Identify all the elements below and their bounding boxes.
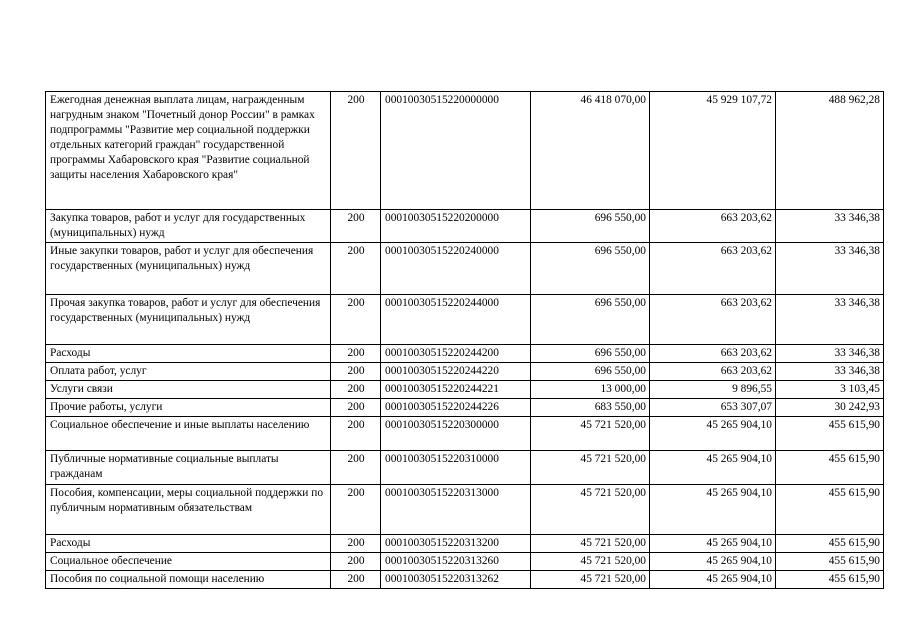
row-name-cell: Иные закупки товаров, работ и услуг для обеспечения государственных (муниципальных) нужд	[46, 243, 331, 295]
row-approved-cell: 45 721 520,00	[531, 535, 650, 553]
row-executed-cell: 45 265 904,10	[650, 571, 776, 589]
row-line-code-cell: 200	[331, 92, 381, 210]
row-remaining-cell: 455 615,90	[776, 451, 884, 485]
row-executed-cell: 45 265 904,10	[650, 417, 776, 451]
row-name-cell: Социальное обеспечение	[46, 553, 331, 571]
table-body	[46, 92, 884, 589]
row-approved-cell: 696 550,00	[531, 363, 650, 381]
table-row	[46, 399, 884, 417]
row-executed-cell: 663 203,62	[650, 363, 776, 381]
row-budget-code-cell: 00010030515220240000	[381, 243, 531, 295]
row-remaining-cell: 33 346,38	[776, 210, 884, 243]
table-row	[46, 485, 884, 535]
row-approved-cell: 45 721 520,00	[531, 485, 650, 535]
row-name-cell: Услуги связи	[46, 381, 331, 399]
row-budget-code-cell: 00010030515220244000	[381, 295, 531, 345]
row-line-code-cell: 200	[331, 381, 381, 399]
row-budget-code-cell: 00010030515220200000	[381, 210, 531, 243]
row-approved-cell: 45 721 520,00	[531, 451, 650, 485]
row-executed-cell: 45 929 107,72	[650, 92, 776, 210]
row-budget-code-cell: 00010030515220313260	[381, 553, 531, 571]
row-approved-cell: 696 550,00	[531, 210, 650, 243]
row-line-code-cell: 200	[331, 210, 381, 243]
row-remaining-cell: 3 103,45	[776, 381, 884, 399]
row-remaining-cell: 33 346,38	[776, 345, 884, 363]
row-budget-code-cell: 00010030515220313200	[381, 535, 531, 553]
row-name-cell: Публичные нормативные социальные выплаты гражданам	[46, 451, 331, 485]
row-line-code-cell: 200	[331, 345, 381, 363]
row-executed-cell: 663 203,62	[650, 345, 776, 363]
row-remaining-cell: 455 615,90	[776, 571, 884, 589]
row-approved-cell: 46 418 070,00	[531, 92, 650, 210]
row-budget-code-cell: 00010030515220244226	[381, 399, 531, 417]
row-budget-code-cell: 00010030515220300000	[381, 417, 531, 451]
row-line-code-cell: 200	[331, 535, 381, 553]
row-executed-cell: 663 203,62	[650, 295, 776, 345]
row-remaining-cell: 488 962,28	[776, 92, 884, 210]
row-executed-cell: 663 203,62	[650, 243, 776, 295]
row-line-code-cell: 200	[331, 417, 381, 451]
row-line-code-cell: 200	[331, 363, 381, 381]
table-row	[46, 553, 884, 571]
row-executed-cell: 45 265 904,10	[650, 451, 776, 485]
row-executed-cell: 45 265 904,10	[650, 553, 776, 571]
row-approved-cell: 696 550,00	[531, 243, 650, 295]
row-remaining-cell: 33 346,38	[776, 363, 884, 381]
row-executed-cell: 9 896,55	[650, 381, 776, 399]
row-approved-cell: 696 550,00	[531, 295, 650, 345]
row-approved-cell: 13 000,00	[531, 381, 650, 399]
row-line-code-cell: 200	[331, 485, 381, 535]
row-name-cell: Пособия по социальной помощи населению	[46, 571, 331, 589]
row-line-code-cell: 200	[331, 295, 381, 345]
row-remaining-cell: 33 346,38	[776, 243, 884, 295]
budget-execution-table	[45, 91, 884, 589]
row-remaining-cell: 30 242,93	[776, 399, 884, 417]
table-row	[46, 535, 884, 553]
row-remaining-cell: 455 615,90	[776, 485, 884, 535]
row-approved-cell: 683 550,00	[531, 399, 650, 417]
row-approved-cell: 45 721 520,00	[531, 553, 650, 571]
row-line-code-cell: 200	[331, 399, 381, 417]
row-executed-cell: 45 265 904,10	[650, 535, 776, 553]
row-budget-code-cell: 00010030515220000000	[381, 92, 531, 210]
row-name-cell: Социальное обеспечение и иные выплаты населению	[46, 417, 331, 451]
table-row	[46, 345, 884, 363]
table-row	[46, 417, 884, 451]
table-row	[46, 571, 884, 589]
row-name-cell: Пособия, компенсации, меры социальной поддержки по публичным нормативным обязательствам	[46, 485, 331, 535]
row-remaining-cell: 455 615,90	[776, 417, 884, 451]
row-line-code-cell: 200	[331, 553, 381, 571]
row-line-code-cell: 200	[331, 571, 381, 589]
row-name-cell: Закупка товаров, работ и услуг для государственных (муниципальных) нужд	[46, 210, 331, 243]
row-name-cell: Прочая закупка товаров, работ и услуг для обеспечения государственных (муниципальных) нужд	[46, 295, 331, 345]
table-row	[46, 92, 884, 210]
row-line-code-cell: 200	[331, 451, 381, 485]
table-row	[46, 451, 884, 485]
row-name-cell: Ежегодная денежная выплата лицам, награжденным нагрудным знаком "Почетный донор России" в рамках подпрограммы "Развитие мер социальной поддержки отдельных категорий граждан" государственной программы Хабаровского края "Развитие социальной защиты населения Хабаровского края"	[46, 92, 331, 210]
table-row	[46, 243, 884, 295]
row-line-code-cell: 200	[331, 243, 381, 295]
row-remaining-cell: 455 615,90	[776, 553, 884, 571]
table-row	[46, 295, 884, 345]
row-executed-cell: 45 265 904,10	[650, 485, 776, 535]
row-name-cell: Прочие работы, услуги	[46, 399, 331, 417]
row-budget-code-cell: 00010030515220244221	[381, 381, 531, 399]
row-name-cell: Оплата работ, услуг	[46, 363, 331, 381]
row-remaining-cell: 455 615,90	[776, 535, 884, 553]
row-budget-code-cell: 00010030515220313000	[381, 485, 531, 535]
row-name-cell: Расходы	[46, 535, 331, 553]
row-remaining-cell: 33 346,38	[776, 295, 884, 345]
row-approved-cell: 45 721 520,00	[531, 571, 650, 589]
row-approved-cell: 696 550,00	[531, 345, 650, 363]
row-budget-code-cell: 00010030515220244220	[381, 363, 531, 381]
table-row	[46, 381, 884, 399]
table-row	[46, 210, 884, 243]
row-budget-code-cell: 00010030515220244200	[381, 345, 531, 363]
row-approved-cell: 45 721 520,00	[531, 417, 650, 451]
row-executed-cell: 663 203,62	[650, 210, 776, 243]
row-executed-cell: 653 307,07	[650, 399, 776, 417]
row-budget-code-cell: 00010030515220313262	[381, 571, 531, 589]
row-name-cell: Расходы	[46, 345, 331, 363]
row-budget-code-cell: 00010030515220310000	[381, 451, 531, 485]
table-row	[46, 363, 884, 381]
